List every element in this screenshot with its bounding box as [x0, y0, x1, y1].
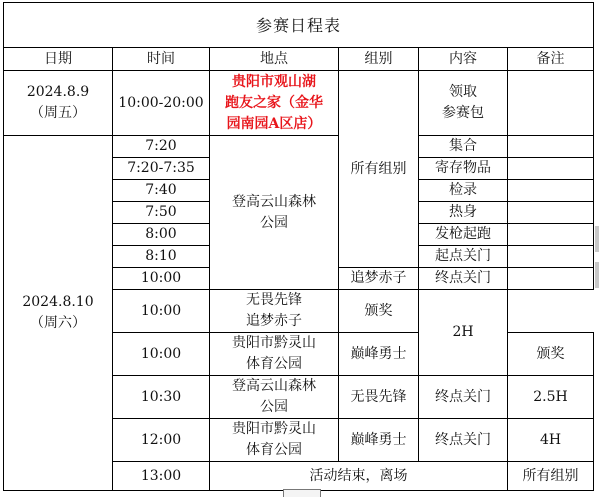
header-date: 日期: [4, 48, 113, 71]
table-row: [4, 71, 594, 136]
schedule-table: [3, 2, 594, 491]
header-group: 组别: [339, 48, 419, 71]
location-park-cell: 登高云山森林 公园: [210, 136, 339, 290]
day2-date-cell: 2024.8.10 （周六）: [4, 136, 113, 491]
time-cell: 10:00: [113, 333, 210, 376]
content-cell: 终点关门: [419, 376, 508, 419]
content-cell: 热身: [419, 202, 508, 224]
group-cell: 追梦赤子: [339, 268, 419, 290]
scroll-edge-mark: [595, 262, 599, 288]
content-cell: 颁奖: [508, 333, 594, 376]
header-location: 地点: [210, 48, 339, 71]
note-2h-cell: 2H: [419, 290, 508, 376]
note-cell: [508, 158, 594, 180]
time-cell: 8:00: [113, 224, 210, 246]
note-cell: [508, 136, 594, 158]
content-cell: 集合: [419, 136, 508, 158]
title-row: [4, 3, 594, 48]
time-cell: 8:10: [113, 246, 210, 268]
location-cell: 登高云山森林 公园: [210, 376, 339, 419]
note-cell: 2.5H: [508, 376, 594, 419]
day1-time-cell: 10:00-20:00: [113, 71, 210, 136]
time-cell: 10:00: [113, 268, 210, 290]
header-row: [4, 48, 594, 71]
day1-date-cell: 2024.8.9 （周五）: [4, 71, 113, 136]
group-cell: 无畏先锋: [339, 376, 419, 419]
time-cell: 7:20-7:35: [113, 158, 210, 180]
note-cell: [508, 224, 594, 246]
time-cell: 10:30: [113, 376, 210, 419]
note-cell: 所有组别: [508, 462, 594, 491]
content-cell: 起点关门: [419, 246, 508, 268]
day1-location-cell: 贵阳市观山湖 跑友之家（金华 园南园A区店）: [210, 71, 339, 136]
content-cell: 检录: [419, 180, 508, 202]
time-cell: 7:50: [113, 202, 210, 224]
day1-content-cell: 领取 参赛包: [419, 71, 508, 136]
group-all-cell: 所有组别: [339, 71, 419, 268]
header-note: 备注: [508, 48, 594, 71]
event-end-cell: 活动结束，离场: [210, 462, 508, 491]
time-cell: 10:00: [113, 290, 210, 333]
note-cell: [508, 246, 594, 268]
header-time: 时间: [113, 48, 210, 71]
location-cell: 贵阳市黔灵山 体育公园: [210, 333, 339, 376]
time-cell: 13:00: [113, 462, 210, 491]
group-cell: 巅峰勇士: [339, 333, 419, 376]
table-row: [4, 136, 594, 158]
sheet-tab[interactable]: [283, 489, 321, 497]
content-cell: 寄存物品: [419, 158, 508, 180]
time-cell: 7:40: [113, 180, 210, 202]
content-cell: 终点关门: [419, 419, 508, 462]
scroll-edge-mark: [595, 226, 599, 252]
note-cell: [508, 202, 594, 224]
content-cell: 发枪起跑: [419, 224, 508, 246]
table-title: 参赛日程表: [4, 3, 594, 48]
note-cell: [508, 268, 594, 290]
day1-note-cell: [508, 71, 594, 136]
content-cell: 颁奖: [339, 290, 419, 333]
time-cell: 12:00: [113, 419, 210, 462]
note-cell: [508, 180, 594, 202]
group-cell: 巅峰勇士: [339, 419, 419, 462]
note-cell: 4H: [508, 419, 594, 462]
location-cell: 贵阳市黔灵山 体育公园: [210, 419, 339, 462]
time-cell: 7:20: [113, 136, 210, 158]
content-cell: 终点关门: [419, 268, 508, 290]
group-cell: 无畏先锋 追梦赤子: [210, 290, 339, 333]
header-content: 内容: [419, 48, 508, 71]
